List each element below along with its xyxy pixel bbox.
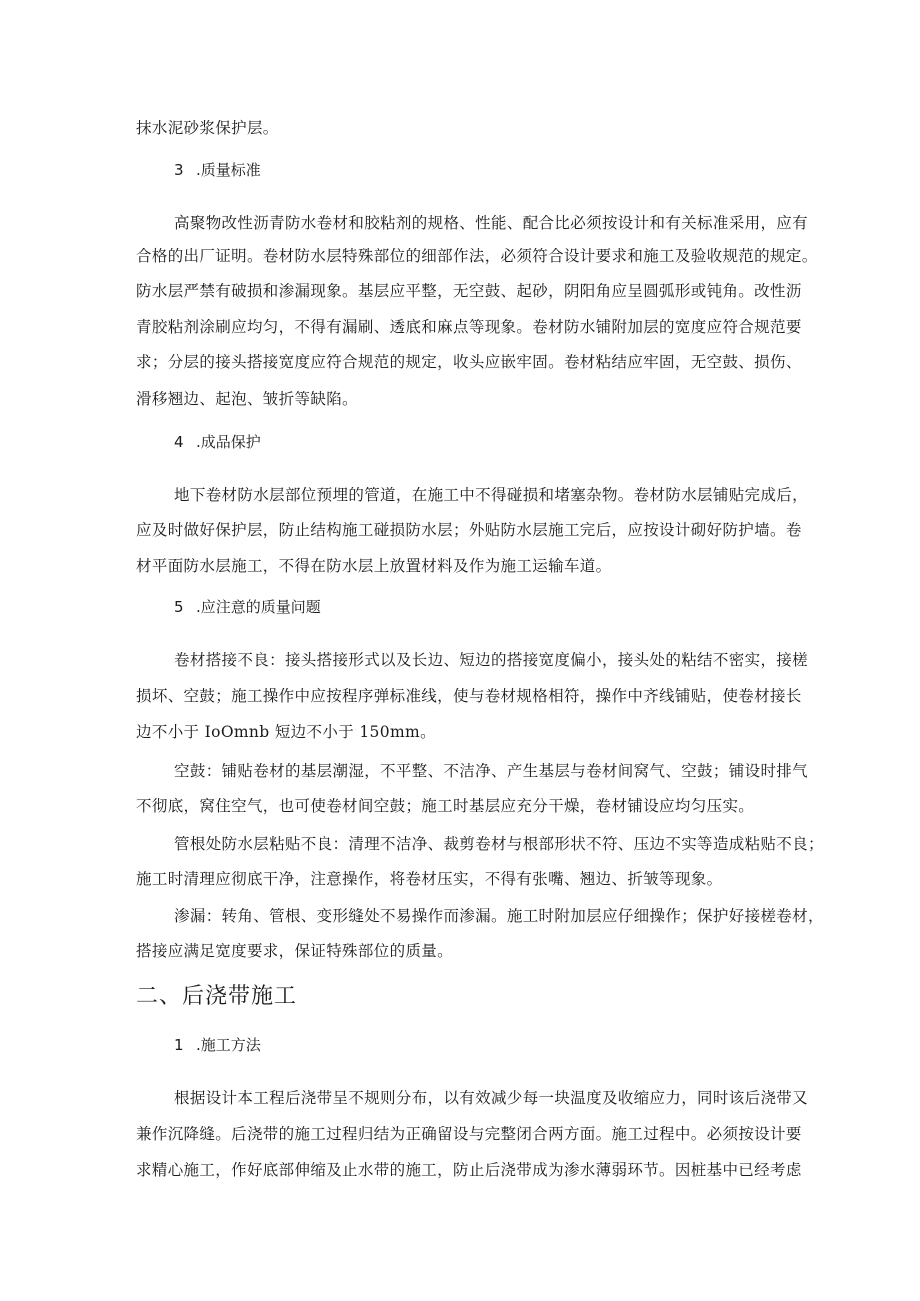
paragraph-line: 青胶粘剂涂刷应均匀，不得有漏刷、透底和麻点等现象。卷材防水铺附加层的宽度应符合规范要 [136, 318, 802, 336]
section-heading-5 [174, 597, 321, 617]
section-number: 3 [174, 161, 184, 179]
paragraph-line: 空鼓：铺贴卷材的基层潮湿，不平整、不洁净、产生基层与卷材间窝气、空鼓；铺设时排气 [174, 762, 809, 780]
paragraph-line: 高聚物改性沥青防水卷材和胶粘剂的规格、性能、配合比必须按设计和有关标准采用，应有 [174, 214, 809, 232]
paragraph-line: 兼作沉降缝。后浇带的施工过程归结为正确留设与完整闭合两方面。施工过程中。必须按设计要 [136, 1125, 802, 1143]
paragraph-line: 不彻底，窝住空气，也可使卷材间空鼓；施工时基层应充分干燥，卷材铺设应均匀压实。 [136, 797, 755, 815]
section-heading-1 [174, 1035, 261, 1055]
paragraph-line: 根据设计本工程后浇带呈不规则分布，以有效减少每一块温度及收缩应力，同时该后浇带又 [174, 1089, 809, 1107]
paragraph-line: 抹水泥砂浆保护层。 [136, 119, 279, 137]
paragraph-line: 地下卷材防水层部位预埋的管道，在施工中不得碰损和堵塞杂物。卷材防水层铺贴完成后， [174, 486, 809, 504]
chapter-heading: 二、后浇带施工 [136, 984, 298, 1009]
section-title: .施工方法 [196, 1036, 261, 1054]
paragraph-line: 管根处防水层粘贴不良：清理不洁净、裁剪卷材与根部形状不符、压边不实等造成粘贴不良； [174, 835, 824, 853]
section-title: .应注意的质量问题 [196, 598, 321, 616]
paragraph-line: 求；分层的接头搭接宽度应符合规范的规定，收头应嵌牢固。卷材粘结应牢固，无空鼓、损伤、 [136, 353, 802, 371]
section-heading-3 [174, 160, 261, 180]
paragraph-line: 应及时做好保护层，防止结构施工碰损防水层；外贴防水层施工完后，应按设计砌好防护墙。卷 [136, 521, 802, 539]
paragraph-line: 搭接应满足宽度要求，保证特殊部位的质量。 [136, 942, 454, 960]
section-title: .质量标准 [196, 161, 261, 179]
paragraph-line: 边不小于 IoOmnb 短边不小于 150mm。 [136, 723, 436, 741]
paragraph-line: 滑移翘边、起泡、皱折等缺陷。 [136, 390, 358, 408]
paragraph-line: 求精心施工，作好底部伸缩及止水带的施工，防止后浇带成为渗水薄弱环节。因桩基中已经考虑 [136, 1161, 802, 1179]
section-title: .成品保护 [196, 433, 261, 451]
section-number: 5 [174, 598, 184, 616]
paragraph-line: 损坏、空鼓；施工操作中应按程序弹标准线，使与卷材规格相符，操作中齐线铺贴，使卷材接长 [136, 687, 802, 705]
paragraph-line: 渗漏：转角、管根、变形缝处不易操作而渗漏。施工时附加层应仔细操作；保护好接槎卷材， [174, 907, 824, 925]
paragraph-line: 卷材搭接不良：接头搭接形式以及长边、短边的搭接宽度偏小，接头处的粘结不密实，接槎 [174, 651, 809, 669]
paragraph-line: 材平面防水层施工，不得在防水层上放置材料及作为施工运输车道。 [136, 557, 612, 575]
section-number: 1 [174, 1036, 184, 1054]
paragraph-line: 防水层严禁有破损和渗漏现象。基层应平整，无空鼓、起砂，阴阳角应呈圆弧形或钝角。改性沥 [136, 282, 802, 300]
section-number: 4 [174, 433, 184, 451]
paragraph-line: 施工时清理应彻底干净，注意操作，将卷材压实，不得有张嘴、翘边、折皱等现象。 [136, 870, 723, 888]
section-heading-4 [174, 432, 261, 452]
paragraph-line: 合格的出厂证明。卷材防水层特殊部位的细部作法，必须符合设计要求和施工及验收规范的规定。 [136, 247, 818, 265]
